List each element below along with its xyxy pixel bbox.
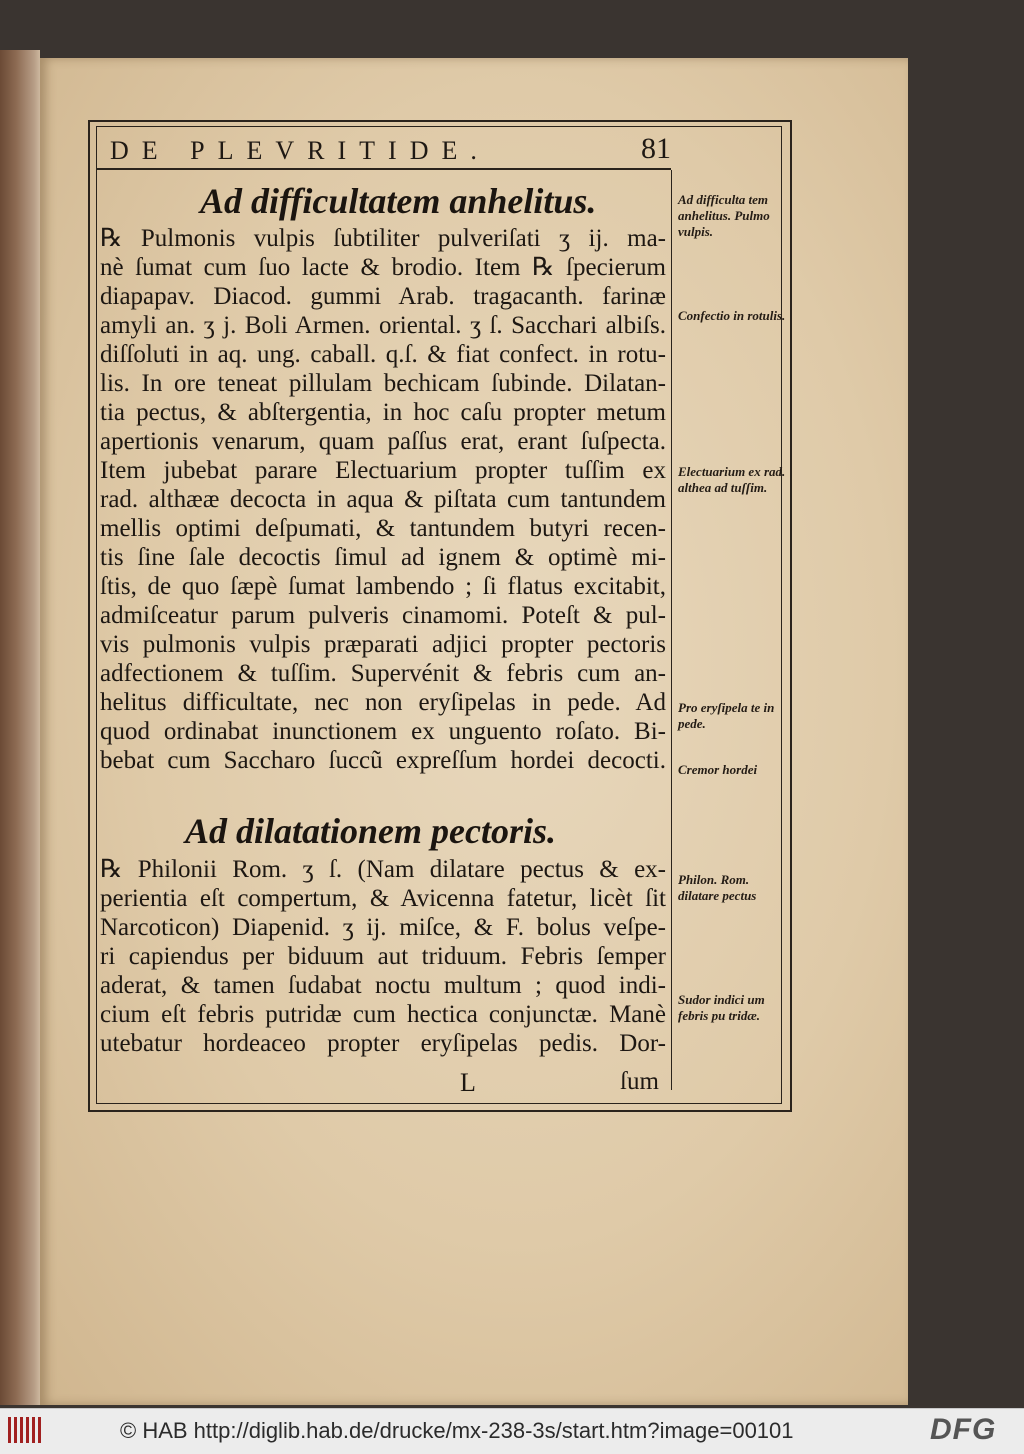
margin-note: Ad difficulta tem anhelitus. Pulmo vulpis. <box>678 192 770 239</box>
body-line: amyli an. ʒ j. Boli Armen. oriental. ʒ ſ. Sacchari albiſs. <box>100 312 666 339</box>
body-line: nè ſumat cum ſuo lacte & brodio. Item ℞ ſpecierum <box>100 254 666 281</box>
body-line: Item jubebat parare Electuarium propter tuſſim ex <box>100 457 666 484</box>
body-line: aderat, & tamen ſudabat noctu multum ; quod indi- <box>100 972 666 999</box>
margin-note: Confectio in rotulis. <box>678 308 786 323</box>
body-line: ſtis, de quo ſæpè ſumat lambendo ; ſi flatus excitabit, <box>100 573 666 600</box>
hab-barcode-icon <box>8 1417 42 1443</box>
body-line: ℞ Pulmonis vulpis ſubtiliter pulveriſati ʒ ij. ma- <box>100 225 666 252</box>
book-spine <box>0 50 40 1405</box>
catchword: ſum <box>620 1068 659 1095</box>
body-line: vis pulmonis vulpis præparati adjici propter pectoris <box>100 631 666 658</box>
body-line: ri capiendus per biduum aut triduum. Febris ſemper <box>100 943 666 970</box>
body-line: quod ordinabat inunctionem ex unguento roſato. Bi- <box>100 718 666 745</box>
margin-column-rule <box>671 170 672 1090</box>
body-line: Narcoticon) Diapenid. ʒ ij. miſce, & F. bolus veſpe- <box>100 914 666 941</box>
margin-note: Electuarium ex rad. althea ad tuſſim. <box>678 464 786 495</box>
section-heading-anhelitus: Ad difficultatem anhelitus. <box>200 181 597 221</box>
margin-note: Sudor indici um febris pu tridæ. <box>678 992 765 1023</box>
running-head-title: DE PLEVRITIDE. <box>110 136 490 165</box>
body-line: utebatur hordeaceo propter eryſipelas pedis. Dor- <box>100 1030 666 1057</box>
body-line: admiſceatur parum pulveris cinamomi. Poteſt & pul- <box>100 602 666 629</box>
body-line: mellis optimi deſpumati, & tantundem butyri recen- <box>100 515 666 542</box>
body-line: ℞ Philonii Rom. ʒ ſ. (Nam dilatare pectus & ex- <box>100 856 666 883</box>
body-line: adfectionem & tuſſim. Supervénit & febris cum an- <box>100 660 666 687</box>
body-line: apertionis venarum, quam paſſus erat, erant ſuſpecta. <box>100 428 666 455</box>
body-line: tia pectus, & abſtergentia, in hoc caſu propter metum <box>100 399 666 426</box>
section-heading-dilatationem: Ad dilatationem pectoris. <box>185 811 557 851</box>
body-line: bebat cum Saccharo ſuccũ expreſſum hordei decocti. <box>100 747 666 774</box>
margin-note: Cremor hordei <box>678 762 758 777</box>
page-number: 81 <box>641 132 671 165</box>
body-line: lis. In ore teneat pillulam bechicam ſubinde. Dilatan- <box>100 370 666 397</box>
body-line: diſſoluti in aq. ung. caball. q.ſ. & fiat confect. in rotu- <box>100 341 666 368</box>
body-line: perientia eſt compertum, & Avicenna fatetur, licèt ſit <box>100 885 666 912</box>
body-line: tis ſine ſale decoctis ſimul ad ignem & optimè mi- <box>100 544 666 571</box>
body-line: cium eſt febris putridæ cum hectica conjunctæ. Manè <box>100 1001 666 1028</box>
body-line: diapapav. Diacod. gummi Arab. tragacanth. farinæ <box>100 283 666 310</box>
margin-note: Philon. Rom. dilatare pectus <box>678 872 757 903</box>
margin-note: Pro eryſipela te in pede. <box>678 700 775 731</box>
body-line: rad. althææ decocta in aqua & piſtata cum tantundem <box>100 486 666 513</box>
signature-mark: L <box>460 1068 476 1097</box>
footer-link[interactable]: © HAB http://diglib.hab.de/drucke/mx-238-3s/start.htm?image=00101 <box>120 1418 794 1443</box>
body-line: helitus difficultate, nec non eryſipelas in pede. Ad <box>100 689 666 716</box>
header-rule <box>96 168 671 170</box>
dfg-logo: DFG <box>930 1413 997 1446</box>
running-head <box>110 136 670 166</box>
